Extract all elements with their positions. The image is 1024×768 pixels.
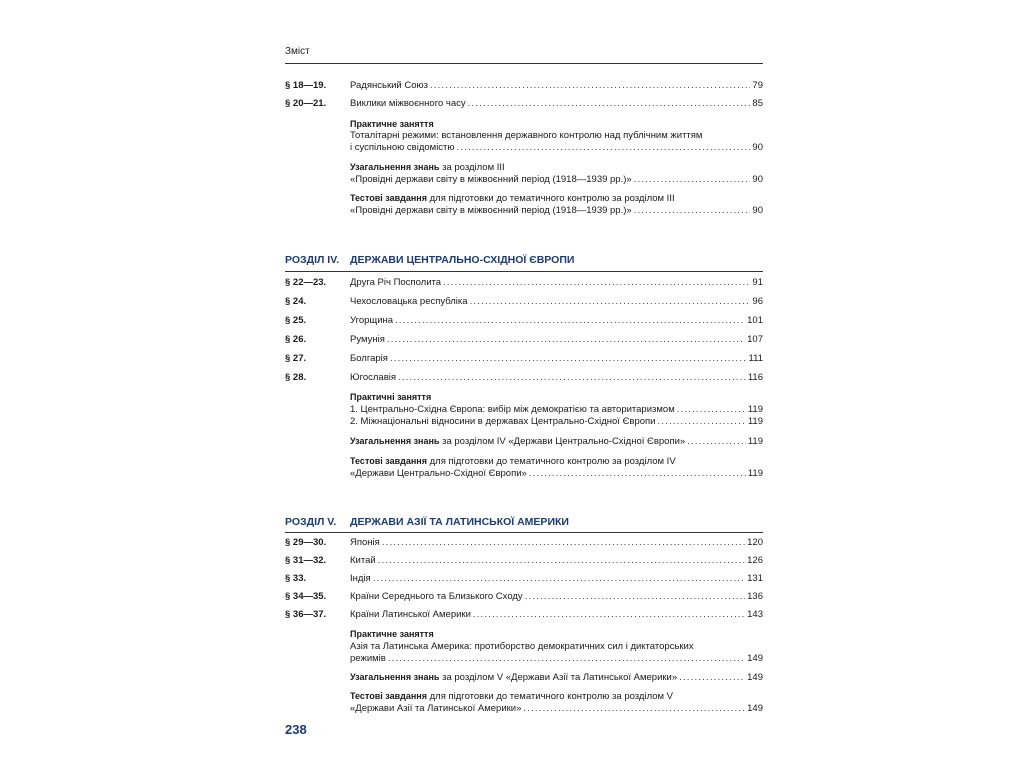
section-rule xyxy=(285,532,763,533)
toc-entry[interactable] xyxy=(350,142,763,153)
toc-entry[interactable] xyxy=(350,404,763,415)
dot-leader xyxy=(378,555,745,566)
toc-entry[interactable] xyxy=(350,296,763,307)
dot-leader xyxy=(382,537,745,548)
dot-leader xyxy=(687,436,746,447)
entry-page: 96 xyxy=(752,296,763,307)
entry-page: 90 xyxy=(752,205,763,216)
entry-page: 116 xyxy=(747,372,763,383)
entry-title: Японія xyxy=(350,537,380,548)
dot-leader xyxy=(468,98,751,109)
toc-entry[interactable] xyxy=(350,372,763,383)
dot-leader xyxy=(523,703,745,714)
practice-text: Азія та Латинська Америка: протиборство демократичних сил і диктаторських xyxy=(350,641,694,652)
tests-heading xyxy=(350,456,676,467)
entry-number: § 28. xyxy=(285,372,307,383)
entry-title: Румунія xyxy=(350,334,385,345)
entry-page: 90 xyxy=(752,142,763,153)
tests-heading xyxy=(350,193,675,204)
toc-entry[interactable] xyxy=(350,80,763,91)
dot-leader xyxy=(529,468,746,479)
section-rule xyxy=(285,271,763,272)
entry-number: § 24. xyxy=(285,296,307,307)
tests-label: Тестові завдання xyxy=(350,193,427,203)
dot-leader xyxy=(387,334,745,345)
entry-page: 119 xyxy=(747,416,763,427)
entry-page: 120 xyxy=(747,537,763,548)
practice-text: режимів xyxy=(350,653,386,664)
toc-entry[interactable] xyxy=(350,205,763,216)
toc-entry[interactable] xyxy=(350,468,763,479)
entry-page: 149 xyxy=(747,703,763,714)
practice-label: Практичне заняття xyxy=(350,119,434,129)
entry-number: § 34—35. xyxy=(285,591,327,602)
dot-leader xyxy=(457,142,751,153)
entry-page: 119 xyxy=(747,468,763,479)
entry-title: Югославія xyxy=(350,372,397,383)
entry-number: § 31—32. xyxy=(285,555,327,566)
entry-page: 149 xyxy=(747,672,763,683)
practice-text: 1. Центрально-Східна Європа: вибір між демократією та авторитаризмом xyxy=(350,404,675,415)
entry-title: Індія xyxy=(350,573,371,584)
toc-entry[interactable] xyxy=(350,555,763,566)
dot-leader xyxy=(373,573,745,584)
entry-number: § 22—23. xyxy=(285,277,327,288)
tests-heading xyxy=(350,691,673,702)
practice-text: 2. Міжнаціональні відносини в державах Центрально-Східної Європи xyxy=(350,416,656,427)
header-rule xyxy=(285,63,763,64)
entry-number: § 18—19. xyxy=(285,80,327,91)
summary-rest: за розділом IV «Держави Центрально-Східної Європи» xyxy=(439,436,686,447)
summary-label: Узагальнення знань xyxy=(350,672,440,682)
practice-label: Практичні заняття xyxy=(350,392,432,402)
tests-label: Тестові завдання xyxy=(350,456,427,466)
dot-leader xyxy=(677,404,746,415)
section-title: ДЕРЖАВИ АЗІЇ ТА ЛАТИНСЬКОЇ АМЕРИКИ xyxy=(350,516,569,528)
toc-entry[interactable] xyxy=(350,436,763,447)
tests-title: «Провідні держави світу в міжвоєнний період (1918—1939 рр.)» xyxy=(350,205,632,216)
summary-label: Узагальнення знань xyxy=(350,436,440,446)
toc-entry[interactable] xyxy=(350,591,763,602)
toc-entry[interactable] xyxy=(350,609,763,620)
practice-label: Практичне заняття xyxy=(350,629,434,639)
entry-number: § 36—37. xyxy=(285,609,327,620)
entry-page: 131 xyxy=(747,573,763,584)
entry-number: § 29—30. xyxy=(285,537,327,548)
summary-rest: за розділом III xyxy=(439,162,505,173)
toc-entry[interactable] xyxy=(350,174,763,185)
section-label: РОЗДІЛ IV. xyxy=(285,254,340,266)
toc-entry[interactable] xyxy=(350,334,763,345)
dot-leader xyxy=(390,353,747,364)
entry-page: 107 xyxy=(747,334,763,345)
entry-title: Виклики міжвоєнного часу xyxy=(350,98,466,109)
summary-heading xyxy=(350,162,505,173)
entry-page: 111 xyxy=(748,353,763,364)
dot-leader xyxy=(443,277,750,288)
dot-leader xyxy=(395,315,745,326)
section-label: РОЗДІЛ V. xyxy=(285,516,337,528)
entry-title: Країни Латинської Америки xyxy=(350,609,471,620)
toc-entry[interactable] xyxy=(350,277,763,288)
summary-heading xyxy=(350,436,685,447)
entry-page: 79 xyxy=(752,80,763,91)
section-title: ДЕРЖАВИ ЦЕНТРАЛЬНО-СХІДНОЇ ЄВРОПИ xyxy=(350,254,575,266)
summary-heading xyxy=(350,672,677,683)
running-header: Зміст xyxy=(285,46,310,57)
tests-rest: для підготовки до тематичного контролю за розділом IV xyxy=(427,456,676,467)
dot-leader xyxy=(634,205,751,216)
summary-label: Узагальнення знань xyxy=(350,162,440,172)
toc-page xyxy=(285,46,763,746)
toc-entry[interactable] xyxy=(350,98,763,109)
dot-leader xyxy=(388,653,745,664)
entry-title: Чехословацька республіка xyxy=(350,296,468,307)
entry-title: Китай xyxy=(350,555,376,566)
entry-number: § 27. xyxy=(285,353,307,364)
entry-title: Радянський Союз xyxy=(350,80,428,91)
tests-title: «Держави Азії та Латинської Америки» xyxy=(350,703,522,714)
tests-rest: для підготовки до тематичного контролю за розділом V xyxy=(427,691,674,702)
tests-label: Тестові завдання xyxy=(350,691,427,701)
tests-title: «Держави Центрально-Східної Європи» xyxy=(350,468,527,479)
entry-page: 119 xyxy=(747,404,763,415)
entry-number: § 20—21. xyxy=(285,98,327,109)
toc-entry[interactable] xyxy=(350,315,763,326)
entry-title: Друга Річ Посполита xyxy=(350,277,442,288)
page-number: 238 xyxy=(285,722,307,737)
dot-leader xyxy=(473,609,745,620)
entry-page: 126 xyxy=(747,555,763,566)
entry-page: 91 xyxy=(752,277,763,288)
entry-title: Угорщина xyxy=(350,315,394,326)
summary-title: «Провідні держави світу в міжвоєнний період (1918—1939 рр.)» xyxy=(350,174,632,185)
dot-leader xyxy=(470,296,751,307)
dot-leader xyxy=(679,672,745,683)
dot-leader xyxy=(430,80,750,91)
entry-page: 136 xyxy=(747,591,763,602)
entry-title: Країни Середнього та Близького Сходу xyxy=(350,591,523,602)
entry-page: 90 xyxy=(752,174,763,185)
toc-entry[interactable] xyxy=(350,353,763,364)
dot-leader xyxy=(657,416,745,427)
toc-entry[interactable] xyxy=(350,653,763,664)
toc-entry[interactable] xyxy=(350,537,763,548)
summary-rest: за розділом V «Держави Азії та Латинської Америки» xyxy=(439,672,678,683)
entry-page: 101 xyxy=(747,315,763,326)
toc-entry[interactable] xyxy=(350,703,763,714)
dot-leader xyxy=(634,174,751,185)
entry-page: 143 xyxy=(747,609,763,620)
entry-title: Болгарія xyxy=(350,353,388,364)
practice-text: Тоталітарні режими: встановлення державного контролю над публічним життям xyxy=(350,130,703,141)
dot-leader xyxy=(398,372,746,383)
tests-rest: для підготовки до тематичного контролю за розділом III xyxy=(427,193,675,204)
entry-page: 149 xyxy=(747,653,763,664)
dot-leader xyxy=(525,591,745,602)
toc-entry[interactable] xyxy=(350,672,763,683)
entry-number: § 33. xyxy=(285,573,307,584)
entry-page: 119 xyxy=(747,436,763,447)
entry-number: § 25. xyxy=(285,315,307,326)
entry-page: 85 xyxy=(752,98,763,109)
toc-entry[interactable] xyxy=(350,416,763,427)
toc-entry[interactable] xyxy=(350,573,763,584)
practice-text: і суспільною свідомістю xyxy=(350,142,455,153)
entry-number: § 26. xyxy=(285,334,307,345)
